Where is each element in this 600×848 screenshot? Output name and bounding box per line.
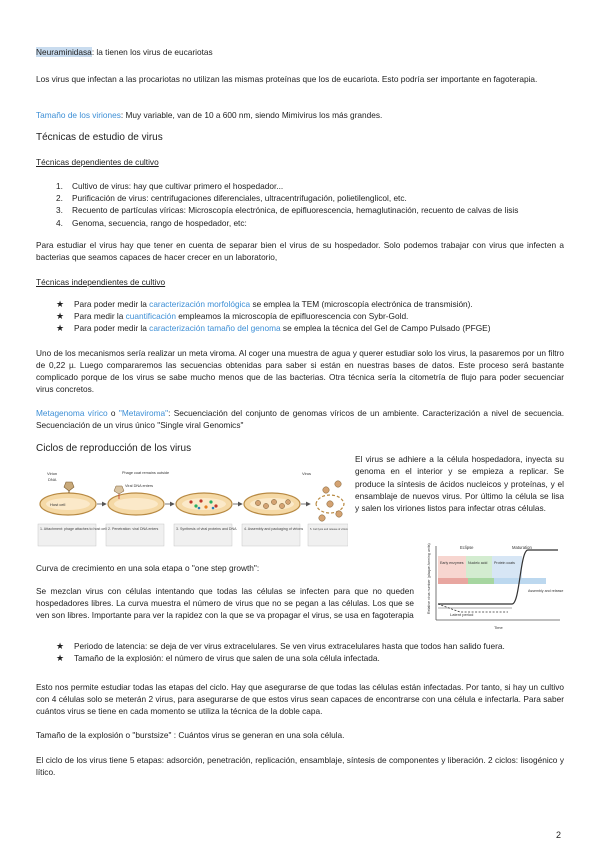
protein-coats-label: Protein coats: [494, 561, 515, 565]
viral-dna-label: Viral DNA enters: [125, 484, 153, 488]
y-axis-label: Relative virus number (plaque-forming units): [427, 543, 431, 614]
dna-label: DNA: [48, 477, 57, 482]
nucleic-acid-label: Nucleic acid: [468, 561, 488, 565]
phage-coat-label: Phage coat remains outside: [122, 471, 170, 475]
metaviroma-term: "Metaviroma": [118, 408, 169, 418]
caption-2: 2. Penetration: viral DNA enters: [108, 527, 159, 531]
neuraminidasa-line: Neuraminidasa: la tienen los virus de eucariotas: [36, 47, 213, 57]
virus-label: Virus: [302, 471, 312, 476]
list-item: 1. Cultivo de virus: hay que cultivar primero el hospedador...: [56, 181, 284, 191]
virion-label: Virion: [47, 471, 58, 476]
list-item: 3. Recuento de partículas víricas: Microscopía electrónica, de epifluorescencia, hemaglutinación, recuento de calvas de lisis: [56, 205, 519, 216]
caption-1: 1. Attachment: phage attaches to host cell: [40, 527, 107, 531]
estudiar-paragraph: Para estudiar el virus hay que tener en cuenta de separar bien el virus de su hospedador. Solo podemos trabajar con virus que infecten a bacterias que seamos capaces de hacer crecer en un laboratorio,: [36, 240, 564, 262]
one-step-paragraph: Se mezclan virus con células intentando que todas las células se infecten para que no queden hospedadores libres. La curva muestra el número de virus que no se pegan a las células. Los que se ven son libres. Importante para ver la rapidez con la que se va propagar el virus, se usa en fagoterapia: [36, 586, 414, 620]
panel-assembly: [244, 493, 310, 515]
figure-captions: [38, 524, 348, 546]
star-bullet-icon: ★: [56, 311, 65, 322]
list-item: ★ Para medir la cuantificación empleamos la microscopía de epifluorescencia con Sybr-Gold.: [56, 311, 409, 322]
lytic-cycle-figure: [36, 462, 348, 550]
burst-size-line: Tamaño de la explosión o "burstsize" : Cuántos virus se generan en una sola célula.: [36, 730, 345, 740]
panel-synthesis: [176, 493, 242, 515]
list-item: ★ Para poder medir la caracterización morfológica se emplea la TEM (microscopía electrónica de transmisión).: [56, 299, 473, 309]
tamano-term: Tamaño de los viriones: [36, 110, 121, 120]
etapas-paragraph: El ciclo de los virus tiene 5 etapas: adsorción, penetración, replicación, ensamblaje, síntesis de componentes y liberación. 2 ciclos: lisogénico y lítico.: [36, 755, 564, 777]
list-item: ★ Periodo de latencia: se deja de ver virus extracelulares. Se ven virus extracelulares hasta que todos han salido fuera.: [56, 641, 505, 651]
tamano-line: Tamaño de los viriones: Muy variable, van de 10 a 600 nm, siendo Mimivirus los más grandes.: [36, 110, 383, 120]
star-bullet-icon: ★: [56, 299, 65, 309]
page-number: 2: [556, 830, 562, 840]
maturation-label: Maturation: [512, 545, 532, 550]
metagenoma-term: Metagenoma vírico: [36, 408, 108, 418]
panel-attachment: [40, 471, 106, 515]
list-item: ★ Para poder medir la caracterización tamaño del genoma se emplea la técnica del Gel de Campo Pulsado (PFGE): [56, 323, 491, 334]
star-bullet-icon: ★: [56, 323, 65, 334]
early-enzymes-label: Early enzymes: [440, 561, 464, 565]
one-step-growth-graph: [420, 540, 565, 632]
lytic-side-text: El virus se adhiere a la célula hospedadora, inyecta su genoma en el interior y se empieza a replicar. Se produce la síntesis de ácidos nucleicos y proteínas, y el ensamblaje de nuevos virus. Por último la célula se lisa y salen los viriones listos para infectar otras células.: [355, 454, 564, 514]
procariotas-paragraph: Los virus que infectan a las procariotas no utilizan las mismas proteínas que los de eucariota. Esto podría ser importante en fagoterapia.: [36, 74, 538, 84]
ciclos-heading: Ciclos de reproducción de los virus: [36, 443, 192, 454]
list-item: ★ Tamaño de la explosión: el número de virus que salen de una sola célula infectada.: [56, 653, 380, 664]
ciclo-paragraph: Esto nos permite estudiar todas las etapas del ciclo. Hay que asegurarse de que todas las células están infectadas. Por tanto, si hay un cultivo con 4 células solo se meterán 2 virus, para asegurarse de que estos virus sean capaces de encontrarse con una célula e infectarla. Para saber cuántos virus se tiene en cada momento se utiliza la técnica de la doble capa.: [36, 682, 564, 716]
caption-5: 5. Cell lysis and release of virions: [310, 528, 348, 531]
independientes-list: [36, 298, 564, 335]
latent-period-label: Latent period: [450, 612, 474, 617]
time-axis-label: Time: [494, 625, 503, 630]
star-bullet-icon: ★: [56, 641, 65, 651]
metagenoma-paragraph: Metagenoma vírico o "Metaviroma": Secuenciación del conjunto de genomas víricos de un ambiente. Caracterización a nivel de secuencia. Secuenciación de un virus único "Single viral Genomics": [36, 408, 564, 430]
one-step-bullets: [36, 640, 564, 664]
panel-penetration: [108, 471, 174, 515]
star-bullet-icon: ★: [56, 653, 65, 664]
list-item: 4. Genoma, secuencia, rango de hospedador, etc:: [56, 217, 247, 228]
one-step-heading: Curva de crecimiento en una sola etapa o "one step growth":: [36, 563, 260, 573]
list-item: 2. Purificación de virus: centrifugaciones diferenciales, ultracentrifugación, polietilenglicol, etc.: [56, 193, 407, 204]
assembly-label: Assembly and release: [528, 589, 564, 593]
host-cell-label: Host cell: [50, 502, 66, 507]
eclipse-label: Eclipse: [460, 545, 474, 550]
neuraminidasa-term: Neuraminidasa: [36, 47, 92, 57]
dependientes-list: [36, 180, 564, 229]
independientes-heading: Técnicas independientes de cultivo: [36, 277, 166, 287]
caption-3: 3. Synthesis of viral proteins and DNA: [176, 527, 237, 531]
tecnicas-heading: Técnicas de estudio de virus: [36, 132, 163, 143]
dependientes-heading: Técnicas dependientes de cultivo: [36, 157, 159, 167]
caption-4: 4. Assembly and packaging of virions: [244, 527, 304, 531]
panel-lysis: [302, 471, 344, 521]
meta-viroma-paragraph: Uno de los mecanismos sería realizar un meta viroma. Al coger una muestra de agua y querer estudiar solo los virus, la pasaremos por un filtro de 0,22 µ. Luego compararemos las secuencias obtenidas para saber si están en nuestras bases de datos. Este proceso será bastante complicado porque de los virus se sabe mucho menos que de las bacterias. Otra técnica sería la citometría de flujo para poder secuenciar virus concretos.: [36, 348, 564, 394]
